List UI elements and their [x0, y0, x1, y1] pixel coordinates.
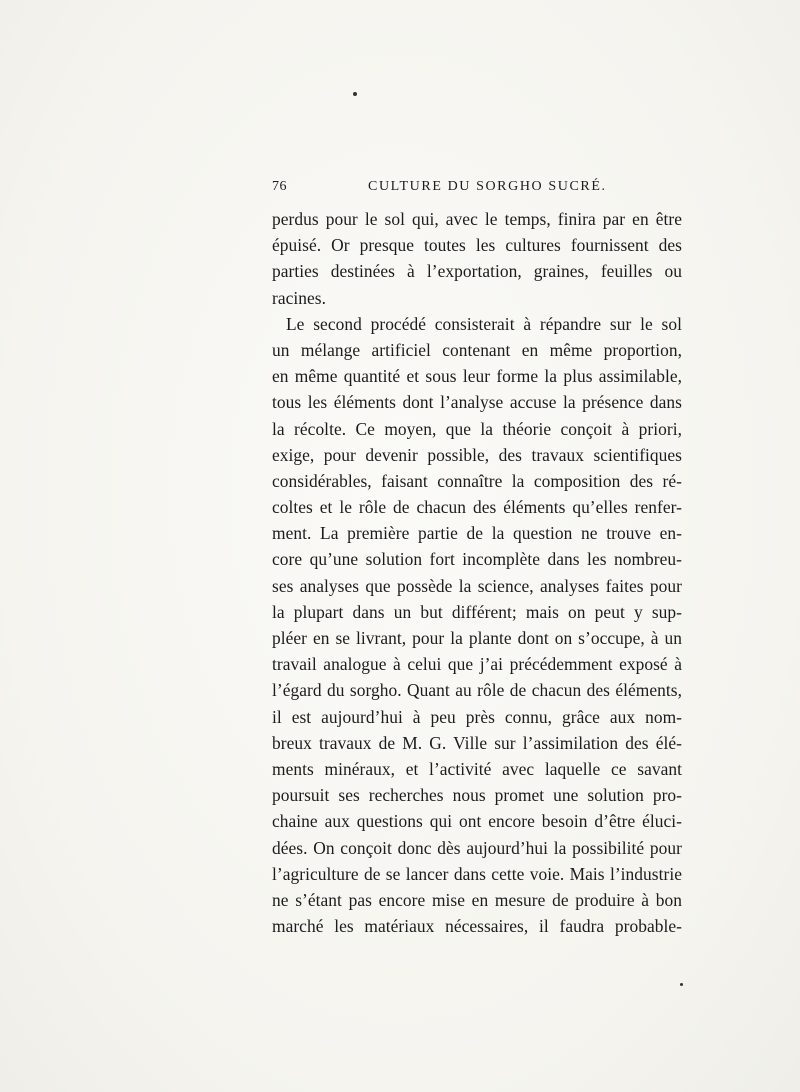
text-line: épuisé. Or presque toutes les cultures fournissent des: [272, 235, 682, 256]
text-line: parties destinées à l’exportation, graines, feuilles ou: [272, 261, 682, 282]
body-text: [272, 206, 682, 939]
text-line: ses analyses que possède la science, analyses faites pour: [272, 575, 682, 596]
text-line: ne s’étant pas encore mise en mesure de produire à bon: [272, 889, 682, 910]
text-line: tous les éléments dont l’analyse accuse la présence dans: [272, 392, 682, 413]
text-line: Le second procédé consisterait à répandre sur le sol: [286, 313, 682, 334]
text-line: breux travaux de M. G. Ville sur l’assimilation des élé-: [272, 732, 682, 753]
text-line: poursuit ses recherches nous promet une solution pro-: [272, 785, 682, 806]
text-line: pléer en se livrant, pour la plante dont on s’occupe, à un: [272, 628, 682, 648]
text-line: marché les matériaux nécessaires, il faudra probable-: [272, 916, 682, 937]
page-number: 76: [272, 179, 287, 194]
text-line: travail analogue à celui que j’ai précédemment exposé à: [272, 654, 682, 675]
text-line: racines.: [272, 287, 326, 308]
running-header: [272, 179, 682, 199]
text-line: coltes et le rôle de chacun des éléments qu’elles renfer-: [272, 497, 682, 518]
text-line: ments minéraux, et l’activité avec laquelle ce savant: [272, 758, 682, 779]
text-line: l’agriculture de se lancer dans cette voie. Mais l’industrie: [272, 863, 682, 884]
text-line: core qu’une solution fort incomplète dans les nombreu-: [272, 549, 682, 570]
text-line: considérables, faisant connaître la composition des ré-: [272, 470, 682, 491]
text-line: un mélange artificiel contenant en même proportion,: [272, 339, 682, 360]
text-line: perdus pour le sol qui, avec le temps, finira par en être: [272, 209, 682, 229]
text-line: exige, pour devenir possible, des travaux scientifiques: [272, 444, 682, 465]
text-line: chaine aux questions qui ont encore besoin d’être éluci-: [272, 811, 682, 832]
running-title: CULTURE DU SORGHO SUCRÉ.: [368, 179, 607, 194]
text-line: l’égard du sorgho. Quant au rôle de chacun des éléments,: [272, 680, 682, 701]
text-line: il est aujourd’hui à peu près connu, grâce aux nom-: [272, 706, 682, 727]
text-line: en même quantité et sous leur forme la plus assimilable,: [272, 366, 682, 387]
text-line: la récolte. Ce moyen, que la théorie conçoit à priori,: [272, 418, 682, 439]
text-line: dées. On conçoit donc dès aujourd’hui la possibilité pour: [272, 837, 682, 858]
text-line: ment. La première partie de la question ne trouve en-: [272, 523, 682, 544]
ink-speck: [353, 92, 357, 96]
ink-speck: [680, 983, 683, 986]
text-line: la plupart dans un but différent; mais on peut y sup-: [272, 601, 682, 622]
